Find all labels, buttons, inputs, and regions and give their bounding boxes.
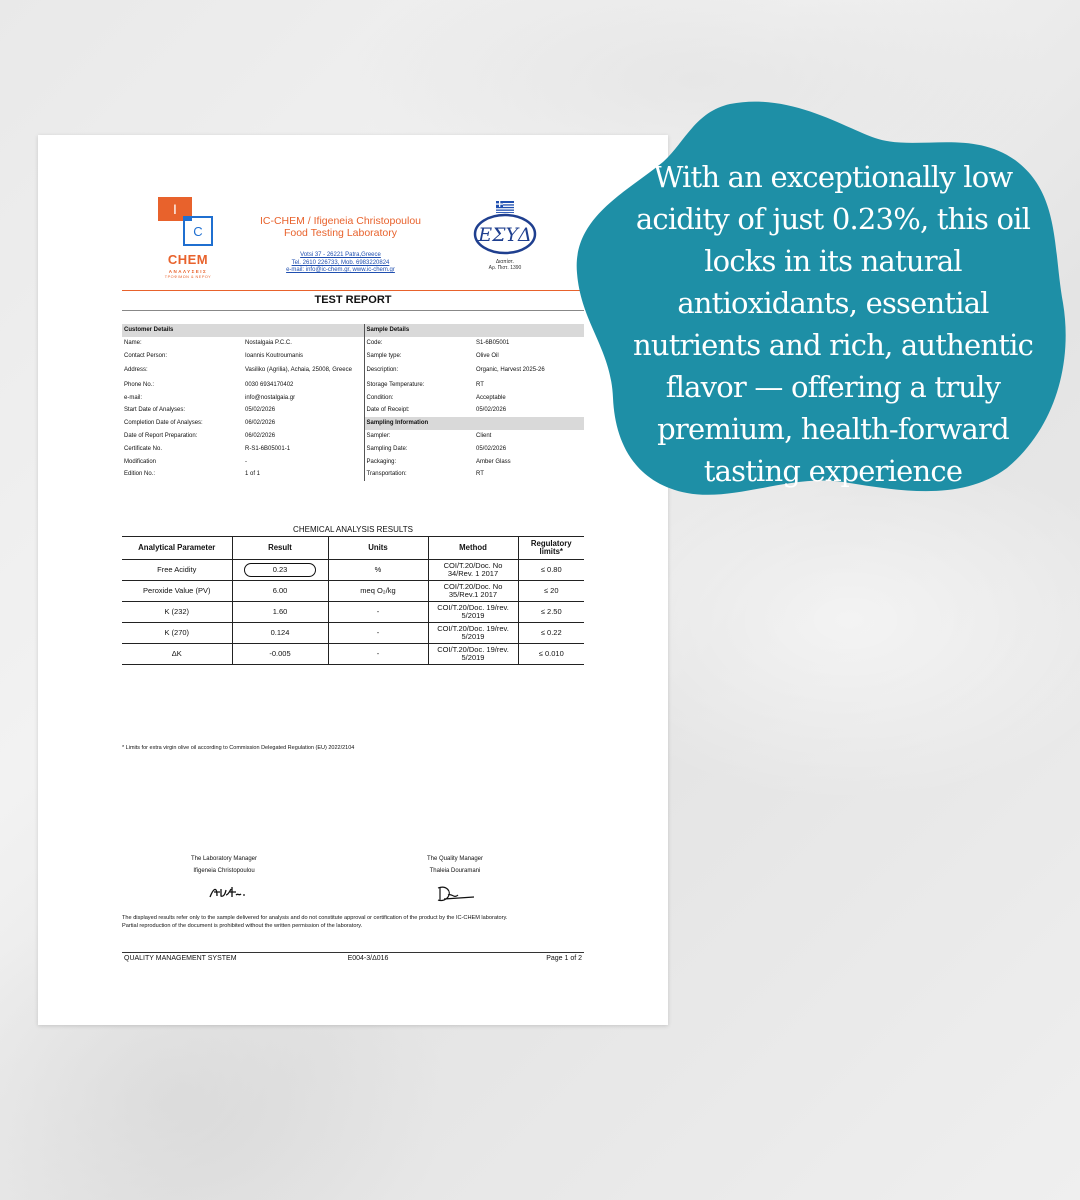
chemical-row-k270 — [122, 623, 584, 644]
units-cell: - — [328, 602, 428, 623]
col-header-limits: Regulatory limits* — [518, 537, 584, 560]
logo-subtitle: ΑΝΑΛΥΣΕΙΣ — [168, 269, 208, 274]
detail-value: - — [245, 458, 247, 465]
limit-cell: ≤ 0.80 — [518, 560, 584, 581]
detail-label: Address: — [124, 367, 148, 374]
units-cell: - — [328, 623, 428, 644]
detail-label: Sampler: — [364, 430, 474, 443]
col-header-parameter: Analytical Parameter — [122, 537, 232, 560]
details-row — [122, 378, 584, 391]
detail-label: Storage Temperature: — [364, 378, 474, 391]
detail-label: Packaging: — [364, 455, 474, 468]
lab-name-line-1: IC-CHEM / Ifigeneia Christopoulou — [259, 215, 422, 227]
detail-value: RT — [476, 471, 484, 478]
esyd-wordmark: ΕΣΥΔ — [478, 224, 532, 246]
detail-value: 06/02/2026 — [245, 420, 276, 427]
logo-subtitle-2: ΤΡΟΦΙΜΩΝ & ΝΕΡΟΥ — [164, 275, 212, 279]
detail-value: Acceptable — [476, 394, 506, 401]
lab-manager-signature — [208, 883, 248, 903]
chemical-header-row — [122, 537, 584, 560]
regulation-footnote: * Limits for extra virgin olive oil according to Commission Delegated Regulation (EU) 2022/2104 — [122, 745, 355, 751]
details-row — [122, 430, 584, 443]
lab-manager-title: The Laboratory Manager — [190, 856, 258, 862]
details-section-row — [122, 324, 584, 337]
limit-cell: ≤ 20 — [518, 581, 584, 602]
detail-value: Nostalgaia P.C.C. — [245, 340, 292, 347]
quality-manager-title: The Quality Manager — [426, 856, 484, 862]
lab-manager-block — [144, 853, 304, 877]
details-row — [122, 362, 584, 378]
chemical-row-delta-k — [122, 644, 584, 665]
details-row — [122, 337, 584, 350]
detail-label: Code: — [364, 337, 474, 350]
chemical-results-title: CHEMICAL ANALYSIS RESULTS — [293, 525, 413, 534]
details-row — [122, 404, 584, 417]
detail-value: 0030 6934170402 — [245, 381, 294, 388]
details-row — [122, 468, 584, 481]
detail-value: 05/02/2026 — [476, 407, 507, 414]
detail-value: 1 of 1 — [245, 471, 261, 478]
footer-divider — [122, 952, 584, 953]
detail-label: Sample type: — [364, 350, 474, 363]
detail-label: Phone No.: — [124, 381, 155, 388]
lab-address-line-2: Tel. 2610 226733, Mob. 6983220824 — [291, 259, 390, 266]
highlight-circle: 0.23 — [244, 563, 316, 577]
method-cell: COI/T.20/Doc. No 34/Rev. 1 2017 — [428, 560, 518, 581]
title-divider — [122, 310, 584, 311]
result-cell: 1.60 — [232, 602, 328, 623]
method-cell: COI/T.20/Doc. 19/rev. 5/2019 — [428, 644, 518, 665]
limit-cell: ≤ 0.010 — [518, 644, 584, 665]
chemical-row-free-acidity — [122, 560, 584, 581]
lab-manager-name: Ifigeneia Christopoulou — [193, 868, 255, 874]
col-header-units: Units — [328, 537, 428, 560]
detail-label: Description: — [364, 362, 474, 378]
detail-value: info@nostalgaia.gr — [245, 394, 296, 401]
greek-flag-icon — [496, 201, 514, 213]
lab-address — [233, 252, 448, 275]
detail-label: Date of Report Preparation: — [124, 432, 198, 439]
result-cell: 6.00 — [232, 581, 328, 602]
chemical-row-peroxide — [122, 581, 584, 602]
chemical-row-k232 — [122, 602, 584, 623]
detail-label: Date of Receipt: — [364, 404, 474, 417]
detail-value: Olive Oil — [476, 352, 499, 359]
result-cell: 0.124 — [232, 623, 328, 644]
details-row — [122, 417, 584, 430]
detail-label: e-mail: — [124, 394, 143, 401]
param-cell: K (270) — [122, 623, 232, 644]
logo-letter-c: C — [193, 224, 203, 239]
col-header-method: Method — [428, 537, 518, 560]
lab-name — [233, 215, 448, 239]
disclaimer-line-2: Partial reproduction of the document is prohibited without the written permission of the laboratory. — [122, 922, 363, 929]
sampling-information-header: Sampling Information — [364, 417, 584, 430]
details-row — [122, 455, 584, 468]
detail-label: Modification — [124, 458, 157, 465]
units-cell: meq O₂/kg — [328, 581, 428, 602]
detail-value: 05/02/2026 — [476, 445, 507, 452]
detail-value: R-S1-6B05001-1 — [245, 445, 291, 452]
details-row — [122, 350, 584, 363]
quality-manager-block — [375, 853, 535, 877]
lab-address-line-1: Votsi 37 - 26221 Patra,Greece — [300, 252, 381, 258]
callout-text: With an exceptionally low acidity of just 0.23%, this oil locks in its natural antioxidants, essential nutrients and rich, authentic flavor — offering a truly premium, health-forward tasting experience — [632, 160, 1034, 488]
limit-cell: ≤ 2.50 — [518, 602, 584, 623]
logo-letter-i: I — [173, 201, 177, 217]
detail-label: Transportation: — [364, 468, 474, 481]
lab-name-line-2: Food Testing Laboratory — [283, 227, 398, 239]
sample-details-header: Sample Details — [364, 324, 584, 337]
detail-label: Completion Date of Analyses: — [124, 420, 203, 427]
accreditation-line-1: Διαπίστ. — [495, 259, 515, 265]
units-cell: % — [328, 560, 428, 581]
param-cell: K (232) — [122, 602, 232, 623]
ic-chem-logo — [148, 195, 228, 285]
test-report-document — [38, 135, 668, 1025]
details-table — [122, 324, 584, 481]
detail-value: 06/02/2026 — [245, 432, 276, 439]
result-cell: -0.005 — [232, 644, 328, 665]
customer-details-header: Customer Details — [122, 324, 364, 337]
disclaimer-line-1: The displayed results refer only to the sample delivered for analysis and do not constitute approval or certification of the product by the IC-CHEM laboratory. — [122, 915, 508, 921]
accreditation-caption — [470, 259, 540, 271]
detail-value: RT — [476, 381, 484, 388]
detail-value: Vasiliko (Agrilia), Achaia, 25008, Greece — [245, 367, 352, 374]
footer-page-number: Page 1 of 2 — [546, 955, 582, 962]
chemical-results-table — [122, 536, 584, 665]
quality-manager-name: Thaleia Douramani — [429, 868, 481, 874]
detail-value: Ioannis Koutroumanis — [245, 352, 304, 359]
units-cell: - — [328, 644, 428, 665]
limit-cell: ≤ 0.22 — [518, 623, 584, 644]
detail-label: Condition: — [364, 391, 474, 404]
accreditation-number: Αρ. Πιστ. 1390 — [488, 265, 522, 271]
detail-value: Amber Glass — [476, 458, 511, 465]
detail-label: Edition No.: — [124, 471, 156, 478]
detail-label: Contact Person: — [124, 352, 168, 359]
result-cell-highlighted — [232, 560, 328, 581]
footer-code: E004-3/Δ016 — [347, 955, 389, 962]
detail-label: Start Date of Analyses: — [124, 407, 186, 414]
details-row — [122, 391, 584, 404]
detail-label: Name: — [124, 340, 142, 347]
details-row — [122, 442, 584, 455]
method-cell: COI/T.20/Doc. 19/rev. 5/2019 — [428, 602, 518, 623]
detail-value: 05/02/2026 — [245, 407, 276, 414]
detail-value: Organic, Harvest 2025-26 — [476, 367, 545, 374]
detail-label: Certificate No. — [124, 445, 163, 452]
col-header-result: Result — [232, 537, 328, 560]
param-cell: ΔK — [122, 644, 232, 665]
report-title: TEST REPORT — [314, 294, 392, 306]
disclaimer — [122, 915, 584, 930]
footer-qms: QUALITY MANAGEMENT SYSTEM — [124, 955, 237, 962]
detail-value: Client — [476, 432, 492, 439]
header-divider — [122, 290, 584, 291]
method-cell: COI/T.20/Doc. No 35/Rev.1 2017 — [428, 581, 518, 602]
param-cell: Peroxide Value (PV) — [122, 581, 232, 602]
logo-word: CHEM — [167, 252, 209, 267]
quality-manager-signature — [434, 883, 478, 905]
method-cell: COI/T.20/Doc. 19/rev. 5/2019 — [428, 623, 518, 644]
detail-value: S1-6B05001 — [476, 340, 510, 347]
lab-address-line-3[interactable]: e-mail: info@ic-chem.gr, www.ic-chem.gr — [286, 267, 395, 273]
detail-label: Sampling Date: — [364, 442, 474, 455]
param-cell: Free Acidity — [122, 560, 232, 581]
